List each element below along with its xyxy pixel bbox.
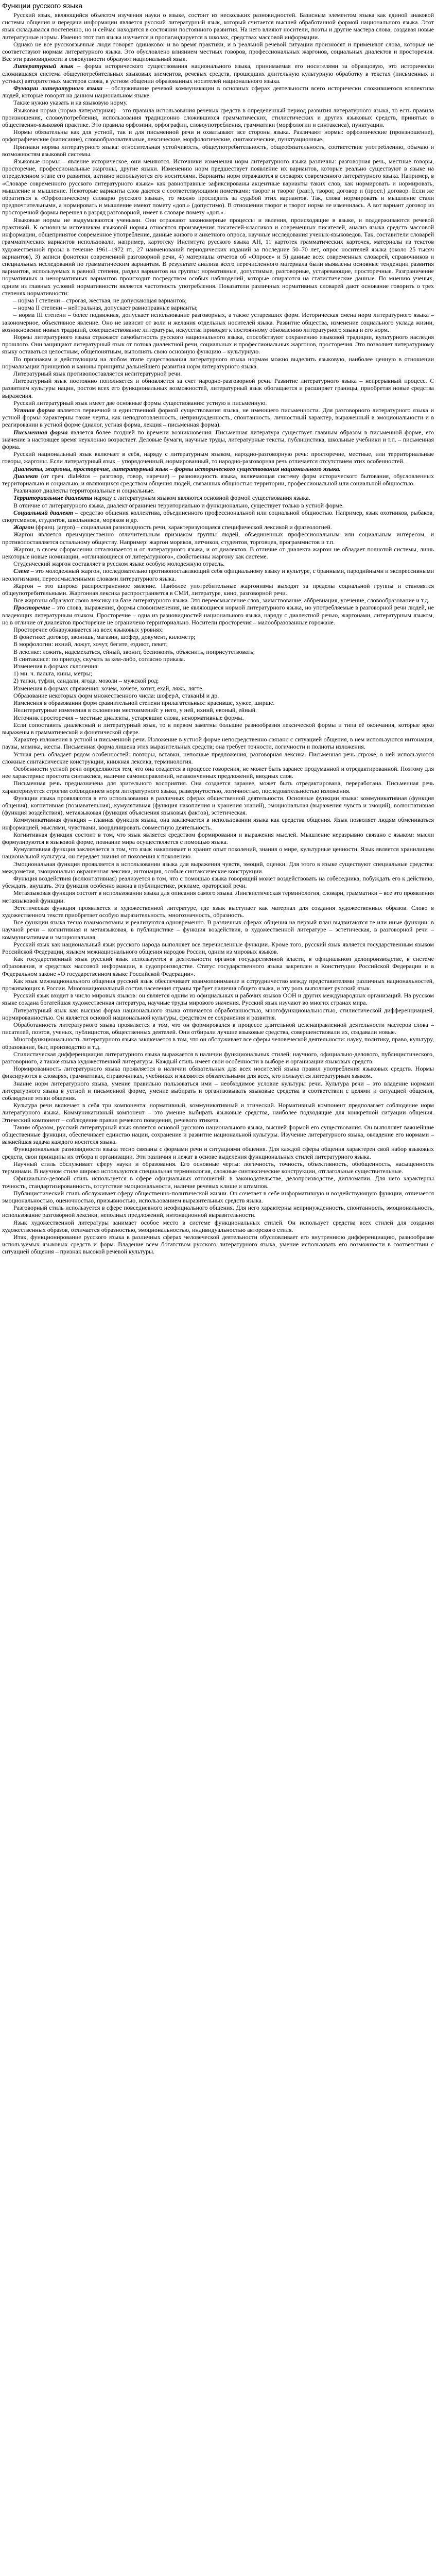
paragraph <box>2 889 434 904</box>
paragraph <box>2 655 434 663</box>
paragraph-text: Нормы обязательны как для устной, так и для письменной речи и охватывают все стороны языка. Различают нормы: орфоэпические (произношение), орфографические (написание), словообразовательные, лексические, морфологические, синтаксические, пунктуационные. <box>2 128 435 143</box>
paragraph-text: Жаргон – это широко распространенное явление. Наиболее употребительные жаргонизмы выходят за пределы социальной группы и становятся общеупотребительными. Жаргонная лексика распространяется в СМИ, литературе, кино, разговорной речи. <box>2 582 435 597</box>
paragraph <box>2 297 434 304</box>
paragraph <box>2 875 434 889</box>
paragraph-text: – норма II степени – нейтральная, допускает равноправные варианты; <box>13 304 198 312</box>
paragraph-text: Стилистическая дифференциация литературного языка выражается в наличии функциональных стилей: научного, официально-делового, публицистического, разговорного, а также языка художественной литературы. Каждый стиль имеет свои особенности в выборе и организации языковых средств. <box>2 1050 435 1065</box>
paragraph <box>2 597 434 604</box>
paragraph-text: В синтаксисе: по приезду, скучать за кем-либо, согласно приказа. <box>13 655 185 663</box>
paragraph-text: Изменения в формах спряжения: хочем, хочете, хотит, ехай, ляжь, лягте. <box>13 684 204 692</box>
document-page <box>2 0 434 1263</box>
paragraph-text: – это слова, выражения, формы словоизменения, не являющиеся нормой литературного языка, но употребляемые в разговорной речи людей, не владеющих литературным языком. Просторечие – одна из разновидностей национального языка, наряду с диалектной речью, жаргонами, литературным языком, но в отличие от диалектов просторечие не ограничено территориально. Носители просторечия – малообразованные горожане. <box>2 604 435 626</box>
paragraph <box>2 1080 434 1102</box>
paragraph <box>2 736 434 750</box>
paragraph-text: является более поздней по времени возникновения. Письменная литература существует главным образом в письменной форме, его значение в настоящее время неуклонно возрастает. Деловые бумаги, научные труды, литературные тексты, публицистика, школьные учебники и т.п. – письменная форма. <box>2 428 435 450</box>
term-definition-label: Устная форма <box>13 406 55 414</box>
paragraph-text: Русский язык входит в число мировых языков: он является одним из официальных и рабочих языков ООН и других международных организаций. На русском языке создана богатейшая художественная литература, научные труды мирового значения. Русский язык изучают во многих странах мира. <box>2 992 435 1007</box>
paragraph-text: Литературный язык постоянно пополняется и обновляется за счет народно-разговорной речи. Развитие литературного языка – непрерывный процесс. С развитием культуры нации, ростом всех его функциональных возможностей, литературный язык обогащается и расширяет границы, приобретая новые средства выражения. <box>2 377 435 399</box>
paragraph <box>2 765 434 779</box>
paragraph <box>2 11 434 41</box>
paragraph-text: Устная речь обладает рядом особенностей: повторы, вставки, неполные предложения, разговорная лексика. Письменная речь строже, в ней используются сложные синтаксические конструкции, книжная лексика, терминология. <box>2 750 435 765</box>
paragraph <box>2 158 434 216</box>
paragraph <box>2 1124 434 1146</box>
paragraph <box>2 1050 434 1065</box>
paragraph-text: наряду с литературным языком являются основной формой существования языка. <box>92 494 310 502</box>
paragraph <box>2 860 434 875</box>
paragraph <box>2 107 434 129</box>
paragraph <box>2 370 434 377</box>
paragraph <box>2 1065 434 1079</box>
paragraph-text: – средство общения коллектива, объединенного профессиональной или социальной общностью. Например, язык охотников, рыбаков, спортсменов, студентов, школьников, моряков и др. <box>2 509 435 524</box>
paragraph-text: Нормы литературного языка отражают самобытность русского национального языка, способствуют сохранению языковой традиции, культурного наследия прошлого. Они защищают литературный язык от потока диалектной речи, социальных и профессиональных жаргонов, просторечия. Это позволяет литературному языку оставаться целостным, общепонятным, выполнять свою основную функцию – культурную. <box>2 333 435 355</box>
paragraph <box>2 1145 434 1160</box>
term-definition-label: Функции литературного языка <box>13 84 103 92</box>
section-heading <box>2 465 434 472</box>
paragraph <box>2 99 434 106</box>
paragraph-text: 1) мн. ч. пальта, кины, метры; <box>13 670 93 677</box>
paragraph <box>2 1175 434 1189</box>
paragraph <box>2 670 434 677</box>
paragraph <box>2 626 434 633</box>
paragraph <box>2 546 434 560</box>
paragraph <box>2 992 434 1006</box>
paragraph-text: Русский литературный язык имеет две основные формы существования: устную и письменную. <box>13 399 267 406</box>
paragraph-text: В фонетике: договор, звонишь, магазин, шофер, документ, километр; <box>13 633 196 641</box>
paragraph <box>2 955 434 977</box>
paragraph-text: Как государственный язык русский язык используется в деятельности органов государственной власти, в официальном делопроизводстве, в системе образования, в средствах массовой информации, в судопроизводстве. Статус государственного языка закреплен в Конституции Российской Федерации и в Федеральном законе «О государственном языке Российской Федерации». <box>2 955 435 977</box>
paragraph <box>2 648 434 655</box>
paragraph-text: Изменения в формах склонения: <box>13 663 99 670</box>
paragraph-text: (франц. jargon) – социальная разновидность речи, характеризующаяся специфической лексикой и фразеологией. <box>34 523 332 531</box>
paragraph <box>2 472 434 487</box>
paragraph <box>2 560 434 567</box>
paragraph-text: – обслуживание речевой коммуникации в основных сферах деятельности всего исторически сложившегося коллектива людей, которые говорят на данном национальном языке. <box>2 84 435 99</box>
paragraph-text: – форма исторического существования национального языка, принимаемая его носителями за образцовую, это исторически сложившаяся система общеупотребительных языковых элементов, речевых средств, прошедших длительную культурную обработку в текстах (письменных и устных) авторитетных мастеров слова, в устном общении образованных носителей национального языка. <box>2 62 436 84</box>
paragraph <box>2 845 434 860</box>
document-body <box>2 11 434 1256</box>
paragraph-text: В лексике: ложить, надсмехаться, ейный, звонит, беспокоить, объяснить, поприсутствовать; <box>13 648 255 655</box>
paragraph <box>2 304 434 311</box>
paragraph-text: Если сопоставить диалектный и литературный язык, то в первом заметны большие разнообразия лексической формы и типа её окончания, которые ярко выражены в грамматической и фонетической сфере. <box>2 721 435 736</box>
paragraph-text: Коммуникативная функция – главная функция языка, она заключается в использовании языка как средства общения. Язык позволяет людям обмениваться информацией, мыслями, чувствами, координировать совместную деятельность. <box>2 816 435 831</box>
paragraph <box>2 1007 434 1021</box>
paragraph <box>2 41 434 63</box>
paragraph <box>2 333 434 355</box>
paragraph-text: В морфологии: ихний, ложут, хочут, бегите, ездиют, пекет; <box>13 640 168 648</box>
paragraph-text: Обработанность литературного языка проявляется в том, что он формировался в процессе длительной целенаправленной деятельности мастеров слова – писателей, поэтов, ученых, публицистов, общественных деятелей. Они отбирали лучшие языковые средства, совершенствовали их, создавали новые. <box>2 1021 435 1036</box>
paragraph <box>2 1233 434 1256</box>
paragraph-text: Языковые нормы не выдумываются учеными. Они отражают закономерные процессы и явления, происходящие в языке, и поддерживаются речевой практикой. К основным источникам языковой нормы относятся произведения писателей-классиков и современных писателей, анализ языка средств массовой информации, общепринятое современное употребление, данные живого и анкетного опроса, научные исследования ученых-языковедов. Так, составители словарей грамматических вариантов использовали, например, картотеку Института русского языка АН, 11 картотек грамматических карточек, материалы из текстов художественной прозы в течение 1961–1972 гг., 27 наименований периодических изданий за последние 50–70 лет, опрос носителей языка (около 25 тысяч вариантов), 3) записи фонотеки современной разговорной речи, 4) материалы отчетов об «Опросе» и 5) данные всех современных словарей, справочников и специальных исследований по грамматическим вариантам. В результате анализа всего перечисленного материала были выявлены основные тенденции развития вариантов, используемых в равной степени, раздел вариантов на группы: нормативные, допустимые, разговорные, устаревающие, просторечные. Разграничение нормативных и ненормативных вариантов происходит посредством особых наблюдений, которые опираются на статистические данные. По мнению ученых, одним из главных условий нормативности является частотность употребления. Показатели различных нормативных словарей дают основание говорить о трех степенях нормативности: <box>2 216 435 297</box>
paragraph <box>2 604 434 626</box>
paragraph-text: Официально-деловой стиль используется в сфере официальных отношений: в законодательстве, делопроизводстве, дипломатии. Для него характерны точность, стандартизированность, отсутствие эмоциональности, наличие речевых клише и штампов. <box>2 1175 435 1190</box>
paragraph <box>2 977 434 992</box>
paragraph-text: Все жаргоны образуют свою лексику на базе литературного языка. Это переосмысление слов, заимствование, аббревиация, усечение, словообразование и т.д. <box>13 597 430 604</box>
paragraph <box>2 685 434 692</box>
term-definition-label: Диалект <box>13 472 38 480</box>
paragraph <box>2 523 434 531</box>
paragraph <box>2 502 434 509</box>
paragraph <box>2 487 434 494</box>
paragraph <box>2 355 434 370</box>
paragraph-text: – норма III степени – более подвижная, допускает использование разговорных, а также устаревших форм. Историческая смена норм литературного языка – закономерное, объективное явление. Оно не зависит от воли и желания отдельных носителей языка. Развитие общества, изменение социального уклада жизни, возникновение новых традиций, совершенствование литературы, искусства приводят к постоянному обновлению литературного языка и его норм. <box>2 311 435 333</box>
paragraph-text: Метаязыковая функция состоит в использовании языка для описания самого языка. Лингвистическая терминология, словари, грамматики – все это проявления метаязыковой функции. <box>2 889 435 904</box>
paragraph <box>2 84 434 99</box>
paragraph <box>2 633 434 640</box>
paragraph-text: Эмоциональная функция проявляется в использовании языка для выражения чувств, эмоций, оценки. Для этого в языке существуют специальные средства: междометия, эмоционально окрашенная лексика, интонация, особые синтаксические конструкции. <box>2 860 435 875</box>
paragraph-text: Жаргон является преимущественно отличительным признаком группы людей, объединенных профессиональным или социальным интересом, и противопоставляется остальному обществу. Например: жаргон моряков, летчиков, студентов, торговцев, программистов и т.п. <box>2 531 435 546</box>
paragraph-text: Признаки нормы литературного языка: относительная устойчивость, общеупотребительность, общеобязательность, соответствие употреблению, обычаю и возможностям языковой системы. <box>2 143 435 158</box>
paragraph-text: Образование некоторых форм множественного числа: шоферА, стаканЫ и др. <box>13 691 219 699</box>
paragraph <box>2 531 434 545</box>
paragraph <box>2 706 434 714</box>
paragraph-text: Языковые нормы – явление историческое, они меняются. Источники изменения норм литературного языка различны: разговорная речь, местные говоры, просторечие, профессиональные жаргоны, другие языки. Изменению норм предшествует появление их вариантов, которые реально существуют в языке на определенном этапе его развития, активно используются его носителями. Варианты норм отражаются в словарях современного литературного языка. Например, в «Словаре современного русского литературного языка» как равноправные зафиксированы акцентные варианты таких слов, как нормировать и нормировать, мышление и мышление. Некоторые варианты слов даются с соответствующими пометками: творог и творог (разг.), творог, договор и (прост.) договор. Если же обратиться к «Орфоэпическому словарю русского языка», то можно проследить за судьбой этих вариантов. Так, слова нормировать и мышление стали предпочтительными, а нормировать и мышление имеют помету «доп.» (допустимо). В отношении творог и творог норма не изменилась. А вот вариант договор из просторечной формы перешел в разряд разговорной, имеет в словаре помету «доп.». <box>2 158 435 216</box>
paragraph <box>2 450 434 465</box>
paragraph-text: Характер изложения в устной и письменной речи. Изложение в устной форме непосредственно связано с ситуацией общения, в нем используются интонация, паузы, мимика, жесты. Письменная форма лишена этих выразительных средств; она требует точности, логичности и полноты изложения. <box>2 736 435 751</box>
paragraph <box>2 714 434 721</box>
paragraph <box>2 751 434 765</box>
paragraph <box>2 904 434 919</box>
paragraph <box>2 1160 434 1175</box>
paragraph <box>2 406 434 429</box>
paragraph-text: Языковая норма (норма литературная) – это правила использования речевых средств в определенный период развития литературного языка, то есть правила произношения, словоупотребления, использования традиционно сложившихся грамматических, стилистических и других языковых средств, принятых в общественно-языковой практике. Это правила орфоэпии, орфографии, словоупотребления, грамматики (морфологии и синтаксиса), пунктуации. <box>2 106 435 129</box>
paragraph-text: Функциональные разновидности языка тесно связаны с формами речи и ситуациями общения. Для каждой сферы общения характерен свой набор языковых средств, свои принципы их отбора и организации. Эти различия и лежат в основе выделения функциональных стилей литературного языка. <box>2 1145 435 1160</box>
paragraph <box>2 1021 434 1036</box>
paragraph-text: Разговорный стиль используется в сфере повседневного неофициального общения. Для него характерны непринужденность, спонтанность, эмоциональность, использование разговорной лексики, неполных предложений, интонационной выразительности. <box>2 1204 435 1219</box>
paragraph-text: Научный стиль обслуживает сферу науки и образования. Его основные черты: логичность, точность, объективность, обобщенность, насыщенность терминами. В научном стиле широко используются специальная терминология, сложные синтаксические конструкции, отглагольные существительные. <box>2 1160 435 1175</box>
paragraph-text: Культура речи включает в себя три компонента: нормативный, коммуникативный и этический. Нормативный компонент предполагает соблюдение норм литературного языка. Коммуникативный компонент – это умение выбирать языковые средства, наиболее подходящие для конкретной ситуации общения. Этический компонент – соблюдение правил речевого поведения, речевого этикета. <box>2 1101 435 1124</box>
paragraph-text: – это молодежный жаргон, последовательно противопоставляющий себя официальному языку и культуре, с бранными, пародийными и экспрессивными неологизмами, переосмысленными словами литературного языка. <box>2 567 435 582</box>
paragraph <box>2 582 434 597</box>
paragraph <box>2 640 434 648</box>
term-definition-label: Сленг <box>13 567 29 575</box>
paragraph <box>2 779 434 794</box>
term-definition-label: Литературный язык <box>13 62 74 70</box>
paragraph-text: Однако не все русскоязычные люди говорят одинаково: и во время практики, и в реальной речевой ситуации произносят и применяют слова, которые не соответствуют нормам литературного языка. Это обусловлено влиянием местных говоров, профессиональных жаргонов, социальных диалектов и просторечия. Все эти разновидности в совокупности образуют национальный язык. <box>2 40 435 63</box>
paragraph-text: Функция воздействия (волюнтативная) реализуется в том, что с помощью языка говорящий может воздействовать на собеседника, побуждать его к действию, убеждать, внушать. Эта функция особенно важна в публицистике, рекламе, ораторской речи. <box>2 874 435 890</box>
paragraph-text: Нелитературные изменения в склонении местоимений: у него, у ней, ихний, евоный, ейный. <box>13 706 257 714</box>
section-heading-text: Диалекты, жаргоны, просторечие, литературный язык – формы исторического существования национального языка. <box>13 465 341 472</box>
paragraph-text: 2) тапки, туфли, сандали, ягода, мозоли – мужской род; <box>13 677 159 685</box>
paragraph <box>2 399 434 406</box>
paragraph <box>2 699 434 706</box>
paragraph-text: Кумулятивная функция заключается в том, что язык накапливает и хранит опыт поколений, знания о мире, культурные ценности. Язык является хранилищем национальной культуры, он передает знания от поколения к поколению. <box>2 845 435 860</box>
paragraph-text: Как язык межнационального общения русский язык обеспечивает взаимопонимание и сотрудничество между представителями различных национальностей, проживающих в России. Многонациональный состав населения страны требует наличия общего языка, и эту роль выполняет русский язык. <box>2 977 435 992</box>
term-definition-label: Территориальные диалекты <box>13 494 93 502</box>
paragraph-text: – норма I степени – строгая, жесткая, не допускающая вариантов; <box>13 296 187 304</box>
paragraph-text: Все функции языка тесно взаимосвязаны и реализуются одновременно. В различных сферах общения на первый план выдвигаются те или иные функции: в научной речи – когнитивная и метаязыковая, в публицистике – функция воздействия, в художественной литературе – эстетическая, в разговорной речи – коммуникативная и эмоциональная. <box>2 919 435 941</box>
paragraph <box>2 1101 434 1124</box>
paragraph-text: Также нужно указать и на языковую норму. <box>13 99 128 107</box>
paragraph <box>2 1219 434 1233</box>
paragraph-text: Различают диалекты территориальные и социальные. <box>13 487 155 495</box>
paragraph-text: Письменная речь предназначена для зрительного восприятия. Она создается заранее, может быть отредактирована, переработана. Письменная речь характеризуется строгим соблюдением норм литературного языка, развернутостью, логичностью, последовательностью изложения. <box>2 779 435 794</box>
paragraph <box>2 509 434 523</box>
paragraph-text: Многофункциональность литературного языка заключается в том, что он обслуживает все сферы человеческой деятельности: науку, политику, право, культуру, образование, быт, производство и т.д. <box>2 1036 435 1050</box>
paragraph <box>2 663 434 670</box>
paragraph-text: Русский язык, являющийся объектом изучения науки о языке, состоит из нескольких разновидностей. Базисным элементом языка как единой знаковой системы общения и передачи информации является русский литературный язык, который считается высшей обработанной формой национального языка. Этот язык складывался постепенно, но и сейчас находится в состоянии постоянного развития. На него влияют носители, поэты и другие мастера слова, создавая новые литературные нормы. Именно этот тип языка изучается и пропагандируется в школах, средствах массовой информации. <box>2 11 435 41</box>
paragraph <box>2 692 434 699</box>
paragraph <box>2 567 434 582</box>
paragraph-text: Литературный язык как высшая форма национального языка отличается обработанностью, многофункциональностью, стилистической дифференциацией, нормированностью. Он является основой национальной культуры, средством ее сохранения и развития. <box>2 1006 435 1021</box>
paragraph-text: является первичной и единственной формой существования языка, не имеющего письменности. Для разговорного литературного языка и устной формы характерны такие черты, как неподготовленность, непринужденность, спонтанность, личностный характер, выраженный в эмоциональности и в реагировании в устной форме (диалог, устная форма, лекция – письменная форма). <box>2 406 435 429</box>
paragraph-text: В отличие от литературного языка, диалект ограничен территориально и функционально, существует только в устной форме. <box>13 501 344 509</box>
paragraph <box>2 941 434 955</box>
paragraph-text: По признакам и действующим на любом этапе существования литературного языка нормам можно выделить языковую, наиболее ценную в отношении нормализации принципов и каноны принципы дальнейшего развития норм литературного языка. <box>2 355 435 370</box>
paragraph <box>2 794 434 817</box>
paragraph <box>2 311 434 333</box>
paragraph-text: Функции языка проявляются в его использовании в различных сферах общественной деятельности. Основные функции языка: коммуникативная (функция общения), когнитивная (познавательная), кумулятивная (функция накопления и хранения знаний), эмоциональная (выражения чувств и эмоций), волюнтативная (функция воздействия), метаязыковая (функция объяснения языковых фактов), эстетическая. <box>2 794 435 817</box>
paragraph-text: Просторечие обнаруживается на всех языковых уровнях: <box>13 626 164 634</box>
paragraph-text: Когнитивная функция состоит в том, что язык является средством формирования и выражения мыслей. Мышление неразрывно связано с языком: мысли формулируются в языковой форме, познание мира осуществляется с помощью языка. <box>2 831 435 845</box>
paragraph-text: Публицистический стиль обслуживает сферу общественно-политической жизни. Он сочетает в себе информативную и воздействующую функции, отличается эмоциональностью, оценочностью, призывностью, использованием выразительных средств языка. <box>2 1189 435 1204</box>
paragraph <box>2 721 434 736</box>
paragraph-text: Источник просторечия – местные диалекты, устаревшие слова, ненормативные формы. <box>13 714 244 721</box>
paragraph-text: Знание норм литературного языка, умение правильно пользоваться ими – необходимое условие культуры речи. Культура речи – это владение нормами литературного языка в устной и письменной форме, умение выбирать и организовывать языковые средства в соответствии с целями и ситуацией общения, соблюдение этики общения. <box>2 1079 435 1102</box>
paragraph-text: Эстетическая функция проявляется в художественной литературе, где язык выступает как материал для создания художественных образов. Слово в художественном тексте приобретает особую выразительность, многозначность, образность. <box>2 904 435 919</box>
paragraph-text: Русский язык как национальный язык русского народа выполняет все перечисленные функции. Кроме того, русский язык является государственным языком Российской Федерации, языком межнационального общения народов России, одним из мировых языков. <box>2 940 435 955</box>
paragraph-text: Студенческий жаргон составляет в русском языке особую молодежную отрасль. <box>13 560 225 568</box>
paragraph <box>2 377 434 399</box>
paragraph-text: Таким образом, русский литературный язык является основой русского национального языка, высшей формой его существования. Он выполняет важнейшие общественные функции, обеспечивает единство нации, сохранение и развитие национальной культуры. Изучение литературного языка, овладение его нормами – важнейшая задача каждого носителя языка. <box>2 1123 435 1146</box>
paragraph <box>2 494 434 501</box>
paragraph <box>2 429 434 451</box>
paragraph-text: Литературный язык противопоставляется нелитературной речи. <box>13 369 182 377</box>
paragraph-text: Изменения в образовании форм сравнительной степени прилагательных: красивше, хужее, ширше. <box>13 699 275 707</box>
term-definition-label: Жаргон <box>13 523 34 531</box>
paragraph <box>2 62 434 84</box>
document-title: Функции русского языка <box>2 2 83 10</box>
paragraph <box>2 128 434 143</box>
term-definition-label: Социальный диалект <box>13 509 74 516</box>
paragraph <box>2 1204 434 1218</box>
paragraph <box>2 216 434 297</box>
paragraph-text: Язык художественной литературы занимает особое место в системе функциональных стилей. Он использует средства всех стилей для создания художественных образов, отличается образностью, эмоциональностью, индивидуальностью авторского стиля. <box>2 1218 435 1233</box>
paragraph <box>2 677 434 684</box>
paragraph <box>2 1190 434 1204</box>
paragraph <box>2 919 434 941</box>
paragraph-text: Нормированность литературного языка проявляется в наличии обязательных для всех носителей языка правил употребления языковых средств. Нормы фиксируются в словарях, грамматиках, справочниках, учебниках и являются обязательными для всех, кто пользуется литературным языком. <box>2 1065 435 1080</box>
term-definition-label: Письменная форма <box>13 428 68 436</box>
paragraph-text: (от греч. dialektos – разговор, говор, наречие) – разновидность языка, включающая систему форм исторического бытования, обусловленных территориально и социально, и являющихся средством общения людей, связанных общностью территории, профессиональной или социальной общностью. <box>2 472 435 487</box>
term-definition-label: Просторечие <box>13 604 50 612</box>
paragraph <box>2 831 434 845</box>
paragraph-text: Русский национальный язык включает в себя, наряду с литературным языком, народно-разговорную речь: просторечие, местные, или территориальные говоры, жаргоны. Если литературный язык – упорядоченный, нормированный, то народно-разговорная речь отличается отсутствием этих особенностей. <box>2 450 435 465</box>
paragraph <box>2 1036 434 1050</box>
paragraph-text: Жаргон, в своем оформлении отталкивается и от литературного языка, и от диалектов. В отличие от диалекта жаргон не обладает полнотой системы, лишь некоторые новые номинации, «отличающиеся от литературного», свойственны жаргону как системе. <box>2 545 435 561</box>
paragraph-text: Особенности устной речи определяются тем, что она создается в процессе говорения, не может быть заранее продуманной и отредактированной. Поэтому для нее характерны: простота синтаксиса, наличие самоисправлений, незаконченных предложений, вводных слов. <box>2 765 435 780</box>
paragraph <box>2 143 434 158</box>
paragraph-text: Итак, функционирование русского языка в различных сферах человеческой деятельности обусловливает его внутреннюю дифференциацию, разнообразие используемых языковых средств и форм. Владение всем богатством русского литературного языка, умение использовать его возможности в соответствии с ситуацией общения – признак высокой речевой культуры. <box>2 1233 435 1256</box>
paragraph <box>2 816 434 831</box>
